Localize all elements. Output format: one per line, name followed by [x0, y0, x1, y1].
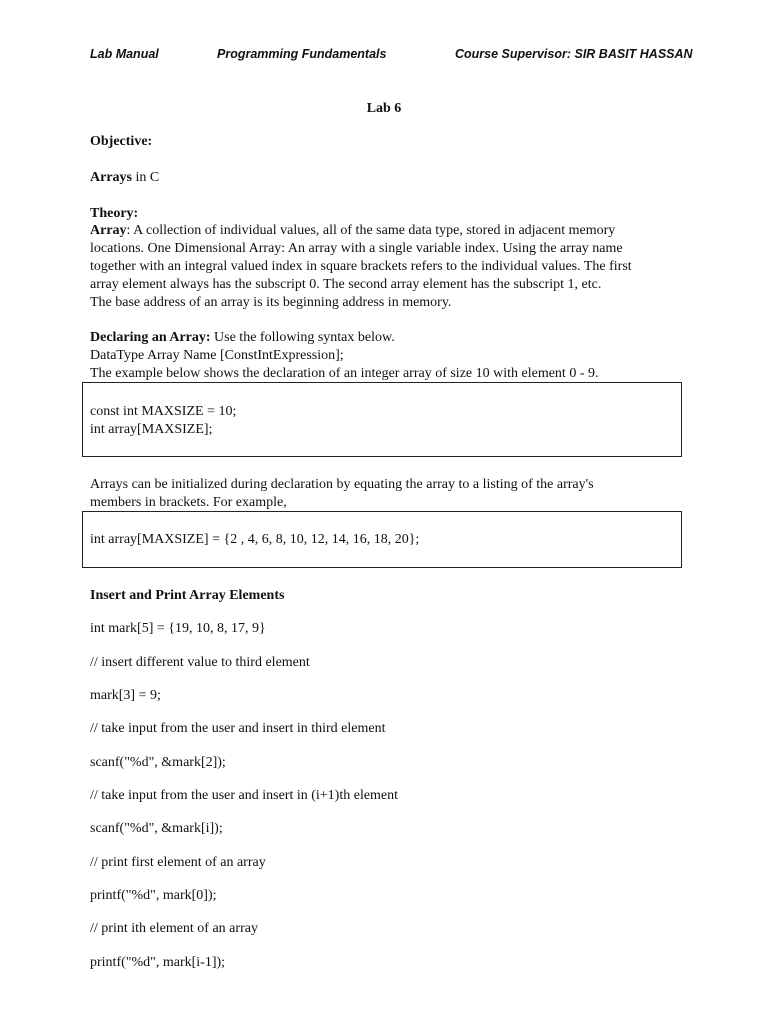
- objective-line: [90, 169, 159, 187]
- theory-text: : A collection of individual values, all of the same data type, stored in adjacent memory: [126, 223, 616, 238]
- code-line: printf("%d", mark[0]);: [90, 888, 217, 903]
- declaring-text: Use the following syntax below.: [210, 330, 395, 345]
- code-comment: // insert different value to third element: [90, 655, 310, 670]
- objective-text: in C: [132, 170, 160, 185]
- header-right: Course Supervisor: SIR BASIT HASSAN: [455, 47, 693, 61]
- theory-line: [90, 222, 615, 240]
- code-box-declaration: [82, 382, 682, 457]
- code-comment: // take input from the user and insert in (i+1)th element: [90, 788, 399, 803]
- code-comment: // print ith element of an array: [90, 921, 258, 936]
- objective-heading: Objective:: [90, 134, 153, 149]
- header-center: Programming Fundamentals: [217, 47, 387, 61]
- code-line: int array[MAXSIZE] = {2 , 4, 6, 8, 10, 12, 14, 16, 18, 20};: [90, 532, 420, 547]
- code-line: scanf("%d", &mark[2]);: [90, 755, 226, 770]
- example-intro: The example below shows the declaration of an integer array of size 10 with element 0 - 9.: [90, 366, 599, 381]
- code-line: scanf("%d", &mark[i]);: [90, 821, 223, 836]
- theory-term: Array: [90, 223, 127, 238]
- code-comment: // take input from the user and insert in third element: [90, 721, 386, 736]
- code-line: mark[3] = 9;: [90, 688, 161, 703]
- code-line: const int MAXSIZE = 10;: [90, 404, 237, 419]
- syntax-line: DataType Array Name [ConstIntExpression];: [90, 348, 344, 363]
- header-left: Lab Manual: [90, 47, 159, 61]
- theory-line: together with an integral valued index in square brackets refers to the individual values. The first: [90, 259, 632, 274]
- objective-term: Arrays: [90, 170, 132, 185]
- declaring-heading: Declaring an Array:: [90, 330, 211, 345]
- declaring-line: [90, 329, 395, 347]
- theory-line: locations. One Dimensional Array: An array with a single variable index. Using the array name: [90, 241, 623, 256]
- theory-heading: Theory:: [90, 206, 139, 221]
- init-line: members in brackets. For example,: [90, 495, 287, 510]
- init-line: Arrays can be initialized during declaration by equating the array to a listing of the array's: [90, 477, 594, 492]
- code-line: int array[MAXSIZE];: [90, 422, 213, 437]
- theory-line: The base address of an array is its beginning address in memory.: [90, 295, 452, 310]
- code-line: printf("%d", mark[i-1]);: [90, 955, 226, 970]
- theory-line: array element always has the subscript 0. The second array element has the subscript 1, etc.: [90, 277, 602, 292]
- insert-heading: Insert and Print Array Elements: [90, 588, 285, 603]
- page-title: Lab 6: [366, 101, 402, 116]
- code-comment: // print first element of an array: [90, 855, 266, 870]
- code-line: int mark[5] = {19, 10, 8, 17, 9}: [90, 621, 266, 636]
- code-box-initialization: [82, 511, 682, 568]
